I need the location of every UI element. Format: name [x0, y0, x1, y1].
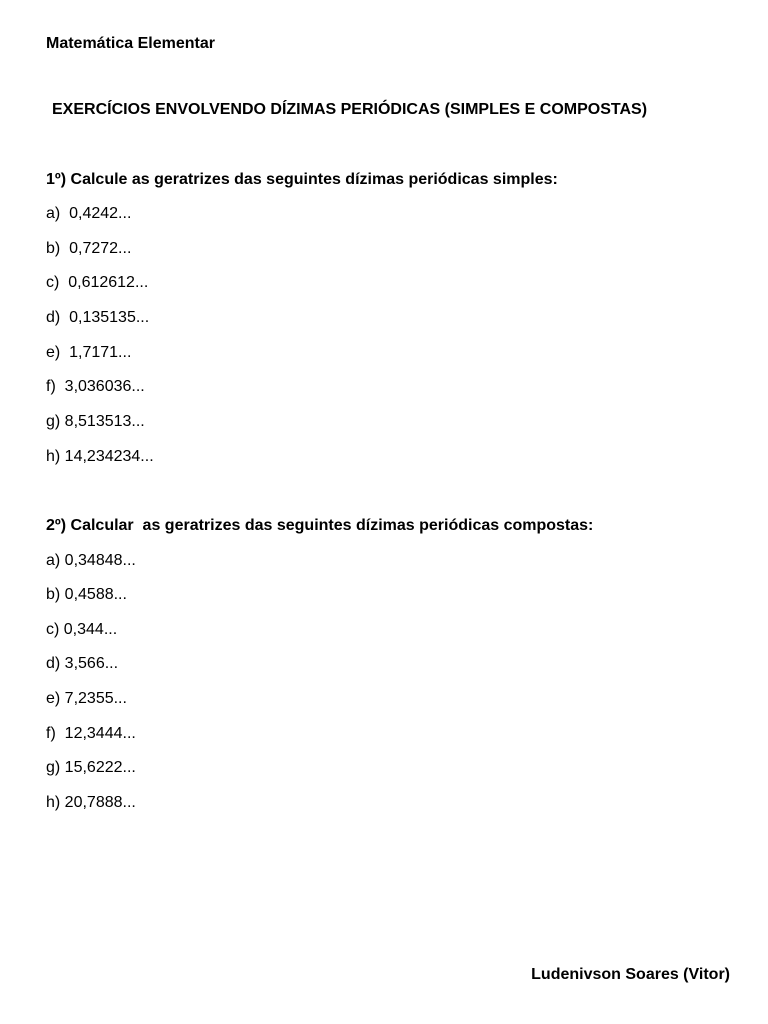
course-header: Matemática Elementar	[46, 35, 215, 52]
question-2-item-a: a) 0,34848...	[46, 552, 136, 569]
question-1-item-c: c) 0,612612...	[46, 274, 149, 291]
page-title: EXERCÍCIOS ENVOLVENDO DÍZIMAS PERIÓDICAS (SIMPLES E COMPOSTAS)	[52, 101, 648, 118]
question-2-item-d: d) 3,566...	[46, 655, 119, 672]
question-1-title: 1º) Calcule as geratrizes das seguintes dízimas periódicas simples:	[46, 171, 558, 188]
question-2-item-f: f) 12,3444...	[46, 725, 136, 742]
question-2-item-c: c) 0,344...	[46, 621, 118, 638]
question-1-item-g: g) 8,513513...	[46, 413, 145, 430]
question-1-item-a: a) 0,4242...	[46, 205, 132, 222]
question-1-item-h: h) 14,234234...	[46, 448, 154, 465]
question-2-item-h: h) 20,7888...	[46, 794, 136, 811]
question-2-title: 2º) Calcular as geratrizes das seguintes dízimas periódicas compostas:	[46, 517, 594, 534]
question-2-item-g: g) 15,6222...	[46, 759, 136, 776]
question-1-item-d: d) 0,135135...	[46, 309, 150, 326]
question-2-item-b: b) 0,4588...	[46, 586, 127, 603]
question-1-item-e: e) 1,7171...	[46, 344, 132, 361]
question-2-item-e: e) 7,2355...	[46, 690, 127, 707]
author-name: Ludenivson Soares (Vitor)	[531, 966, 730, 983]
question-1-item-b: b) 0,7272...	[46, 240, 132, 257]
question-1-item-f: f) 3,036036...	[46, 378, 145, 395]
